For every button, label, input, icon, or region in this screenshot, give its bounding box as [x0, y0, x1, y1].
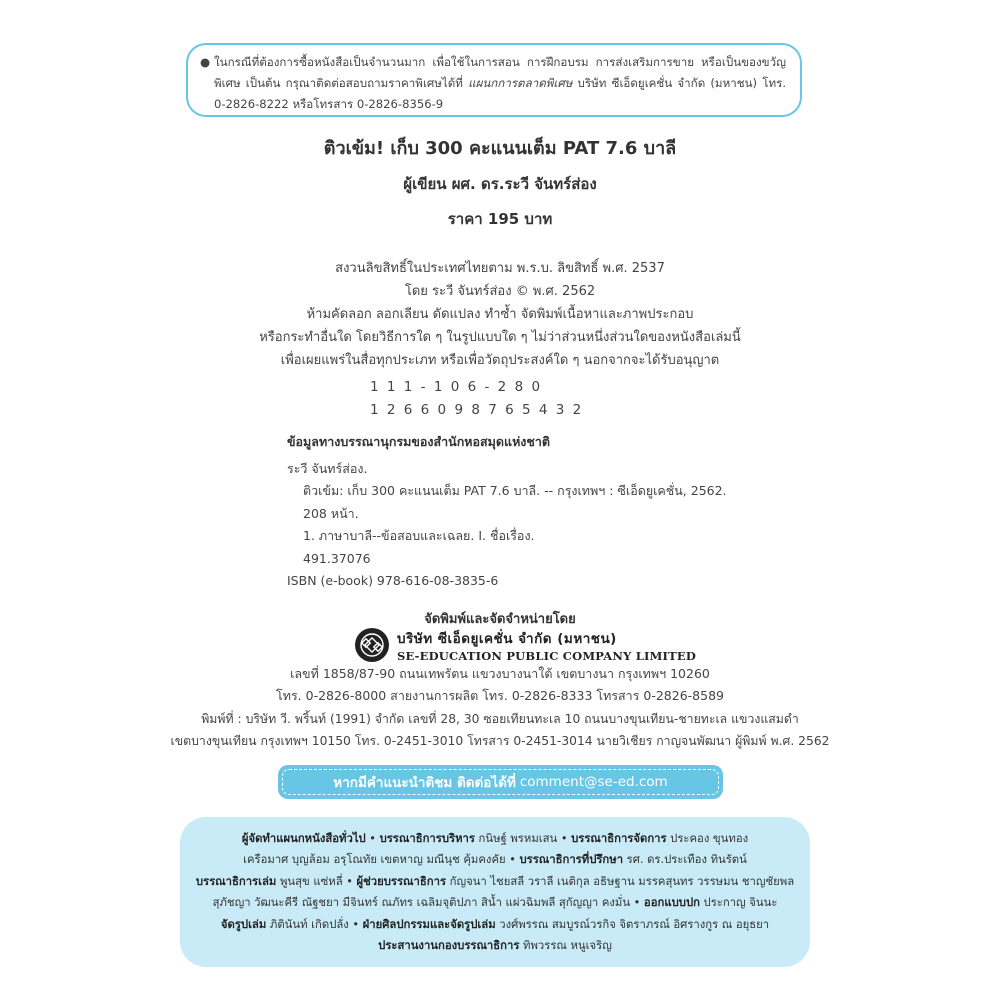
credit-role: ออกแบบปก	[643, 896, 700, 910]
credit-names: สุภัชญา วัฒนะคีรี ณัฐชยา มีจินทร์ ณภัทร เฉลิมจุติปภา สิน้ำ แผ่วฉิมพลี สุกัญญา คงมั่น •	[212, 896, 644, 910]
credit-names: กัญจนา ไชยสลี วราลี เนติกุล อธิษฐาน มรรคสุนทร วรรษมน ชาญชัยพล	[446, 874, 795, 888]
cip-class-number: 491.37076	[303, 550, 371, 566]
cip-pages: 208 หน้า.	[303, 505, 359, 521]
credit-names: ประกาญ จินนะ	[699, 896, 778, 910]
copyright-notice: สงวนลิขสิทธิ์ในประเทศไทยตาม พ.ร.บ. ลิขสิทธิ์ พ.ศ. 2537 โดย ระวี จันทร์ส่อง © พ.ศ. 2562 ห้ามคัดลอก ลอกเลียน ดัดแปลง ทำซ้ำ จัดพิมพ์เนื้อหาและภาพประกอบ หรือกระทำอื่นใด โดยวิธีการใด ๆ ในรูปแบบใด ๆ ไม่ว่าส่วนหนึ่งส่วนใดของหนังสือเล่มนี้ เพื่อเผยแพร่ในสื่อทุกประเภท หรือเพื่อวัตถุประสงค์ใด ๆ นอกจากจะได้รับอนุญาต	[259, 261, 741, 368]
publisher-name-thai: บริษัท ซีเอ็ดยูเคชั่น จำกัด (มหาชน)	[397, 631, 617, 647]
cip-isbn: ISBN (e-book) 978-616-08-3835-6	[287, 573, 499, 589]
comment-email-link[interactable]: comment@se-ed.com	[519, 774, 668, 790]
credit-role: ผู้ช่วยบรรณาธิการ	[356, 874, 447, 888]
product-code: 111-106-280	[370, 379, 549, 395]
credit-names: ทิพวรรณ หนูเจริญ	[519, 939, 612, 953]
comment-banner	[278, 765, 723, 799]
credits-line	[194, 871, 796, 892]
credit-names: รศ. ดร.ประเทือง ทินรัตน์	[623, 853, 747, 867]
book-author: ผู้เขียน ผศ. ดร.ระวี จันทร์ส่อง	[403, 175, 597, 193]
se-ed-logo-icon	[355, 628, 389, 662]
credit-names: กนิษฐ์ พรหมเสน •	[474, 832, 572, 845]
credit-names: วงศ์พรรณ สมบูรณ์วรกิจ จิตราภรณ์ อิศรางกูร ณ อยุธยา	[495, 917, 770, 931]
credit-names: พูนสุข แซ่หลี่ •	[276, 874, 357, 888]
credit-role: บรรณาธิการที่ปรึกษา	[519, 853, 624, 867]
credit-role: ประสานงานกองบรรณาธิการ	[378, 939, 520, 953]
credit-names: เครือมาศ บุญล้อม อรุโณทัย เขตหาญ มณีนุช คุ้มคงคัย •	[243, 853, 520, 867]
publisher-logo-block	[355, 627, 696, 663]
credits-line	[194, 935, 796, 956]
book-title: ติวเข้ม! เก็บ 300 คะแนนเต็ม PAT 7.6 บาลี	[323, 138, 677, 159]
cip-author: ระวี จันทร์ส่อง.	[287, 461, 368, 476]
cip-heading: ข้อมูลทางบรรณานุกรมของสำนักหอสมุดแห่งชาติ	[287, 434, 551, 449]
notice-text: ในกรณีที่ต้องการซื้อหนังสือเป็นจำนวนมาก เพื่อใช้ในการสอน การฝึกอบรม การส่งเสริมการขาย หรือเป็นของขวัญพิเศษ เป็นต้น กรุณาติดต่อสอบถามราคาพิเศษได้ที่ แผนกการตลาดพิเศษ บริษัท ซีเอ็ดยูเคชั่น จำกัด (มหาชน) โทร. 0-2826-8222 หรือโทรสาร 0-2826-8356-9	[214, 55, 787, 111]
credit-role: บรรณาธิการเล่ม	[195, 874, 277, 888]
book-price: ราคา 195 บาท	[447, 210, 553, 228]
credit-role: บรรณาธิการบริหาร	[379, 832, 475, 845]
special-order-notice	[186, 43, 802, 117]
editorial-credits	[180, 817, 810, 967]
credit-role: จัดรูปเล่ม	[220, 917, 267, 931]
publisher-name-english: SE-EDUCATION PUBLIC COMPANY LIMITED	[397, 649, 696, 663]
bullet-icon: ●	[200, 55, 211, 69]
cip-subject: 1. ภาษาบาลี--ข้อสอบและเฉลย. I. ชื่อเรื่อง.	[303, 528, 535, 544]
printer-info: พิมพ์ที่ : บริษัท วี. พริ้นท์ (1991) จำกัด เลขที่ 28, 30 ซอยเทียนทะเล 10 ถนนบางขุนเทียน-ชายทะเล แขวงแสมดำ เขตบางขุนเทียน กรุงเทพฯ 10150 โทร. 0-2451-3010 โทรสาร 0-2451-3014 นายวิเชียร กาญจนพัฒนา ผู้พิมพ์ พ.ศ. 2562	[170, 712, 830, 748]
credits-line	[194, 828, 796, 849]
credit-role: ผู้จัดทำแผนกหนังสือทั่วไป	[241, 832, 366, 845]
cataloging-data	[287, 432, 727, 592]
credit-names: ประคอง ขุนทอง	[666, 832, 749, 845]
publisher-heading: จัดพิมพ์และจัดจำหน่ายโดย	[424, 612, 576, 627]
credit-role: ฝ่ายศิลปกรรมและจัดรูปเล่ม	[362, 917, 496, 931]
credits-line	[194, 914, 796, 935]
credit-names: ภิตินันท์ เกิดปลั่ง •	[266, 917, 363, 931]
comment-label: หากมีคำแนะนำติชม ติดต่อได้ที่	[333, 775, 516, 791]
credits-line	[194, 849, 796, 870]
credit-names: •	[365, 832, 380, 845]
credits-line	[194, 892, 796, 913]
publisher-address: เลขที่ 1858/87-90 ถนนเทพรัตน แขวงบางนาใต้ เขตบางนา กรุงเทพฯ 10260 โทร. 0-2826-8000 สายงานการผลิต โทร. 0-2826-8333 โทรสาร 0-2826-8589	[276, 666, 724, 703]
credit-role: บรรณาธิการจัดการ	[571, 832, 667, 845]
barcode-number: 1266098765432	[370, 402, 590, 418]
cip-title: ติวเข้ม: เก็บ 300 คะแนนเต็ม PAT 7.6 บาลี. -- กรุงเทพฯ : ซีเอ็ดยูเคชั่น, 2562.	[303, 483, 727, 499]
